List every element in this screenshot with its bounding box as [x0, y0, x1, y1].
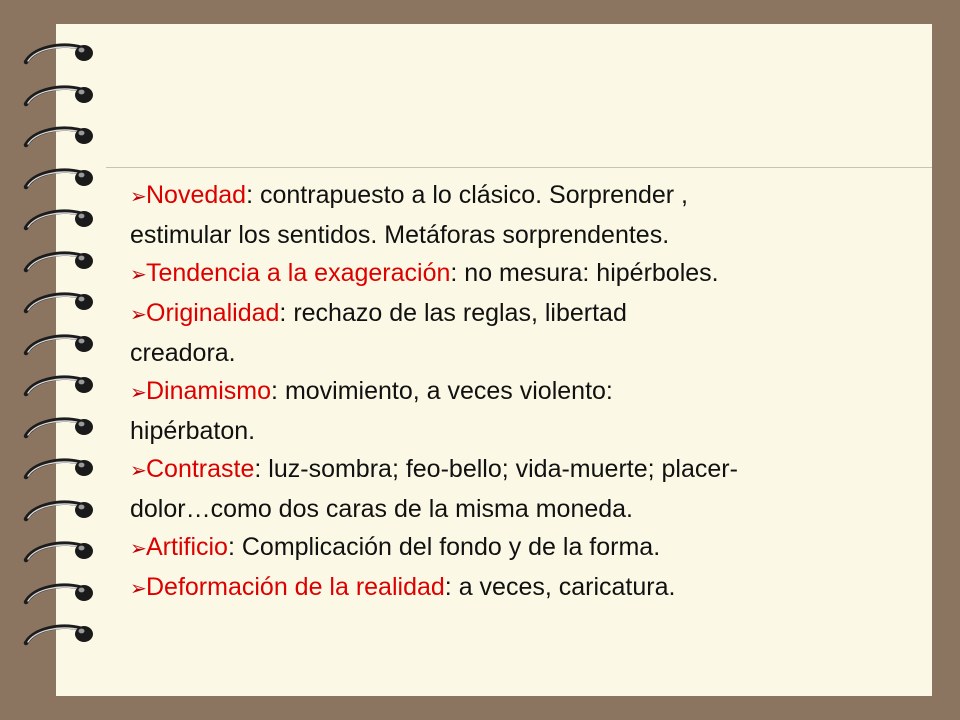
spiral-ring-icon [20, 412, 98, 442]
list-item [130, 294, 920, 372]
item-keyword: Tendencia a la exageración [146, 259, 451, 287]
item-continuation: estimular los sentidos. Metáforas sorprendentes. [130, 221, 670, 249]
spiral-ring-icon [20, 80, 98, 110]
spiral-ring-icon [20, 287, 98, 317]
item-text: luz-sombra; feo-bello; vida-muerte; placer- [268, 455, 738, 483]
item-separator: : [279, 299, 294, 327]
spiral-ring-icon [20, 329, 98, 359]
list-item [130, 568, 920, 608]
arrow-bullet-icon: ➢ [130, 578, 147, 600]
item-separator: : [444, 573, 459, 601]
item-separator: : [254, 455, 269, 483]
list-item [130, 450, 920, 528]
arrow-bullet-icon: ➢ [130, 538, 147, 560]
item-text: rechazo de las reglas, libertad [293, 299, 627, 327]
arrow-bullet-icon: ➢ [130, 460, 147, 482]
page-rule-line [106, 167, 932, 168]
spiral-ring-icon [20, 370, 98, 400]
item-continuation: creadora. [130, 339, 236, 367]
item-continuation: hipérbaton. [130, 417, 256, 445]
list-item [130, 254, 920, 294]
item-text: Complicación del fondo y de la forma. [241, 533, 661, 561]
spiral-ring-icon [20, 578, 98, 608]
item-text: a veces, caricatura. [458, 573, 676, 601]
item-keyword: Contraste [146, 455, 255, 483]
notebook-page [56, 24, 932, 696]
spiral-ring-icon [20, 204, 98, 234]
list-item [130, 528, 920, 568]
item-text: movimiento, a veces violento: [284, 377, 613, 405]
item-separator: : [246, 181, 260, 209]
item-text: no mesura: hipérboles. [464, 259, 719, 287]
list-item [130, 372, 920, 450]
arrow-bullet-icon: ➢ [130, 264, 147, 286]
item-separator: : [450, 259, 465, 287]
item-keyword: Artificio [146, 533, 228, 561]
item-continuation: dolor…como dos caras de la misma moneda. [130, 495, 634, 523]
spiral-ring-icon [20, 619, 98, 649]
spiral-ring-icon [20, 246, 98, 276]
item-keyword: Dinamismo [146, 377, 272, 405]
item-keyword: Originalidad [146, 299, 280, 327]
spiral-ring-icon [20, 495, 98, 525]
spiral-ring-icon [20, 38, 98, 68]
arrow-bullet-icon: ➢ [130, 304, 147, 326]
item-keyword: Deformación de la realidad [146, 573, 445, 601]
arrow-bullet-icon: ➢ [130, 186, 147, 208]
spiral-ring-icon [20, 536, 98, 566]
bullet-list [130, 176, 920, 608]
spiral-ring-icon [20, 163, 98, 193]
item-text: contrapuesto a lo clásico. Sorprender , [259, 181, 688, 209]
item-keyword: Novedad [146, 181, 247, 209]
spiral-ring-icon [20, 121, 98, 151]
arrow-bullet-icon: ➢ [130, 382, 147, 404]
spiral-ring-icon [20, 453, 98, 483]
item-separator: : [227, 533, 242, 561]
item-separator: : [271, 377, 285, 405]
list-item [130, 176, 920, 254]
